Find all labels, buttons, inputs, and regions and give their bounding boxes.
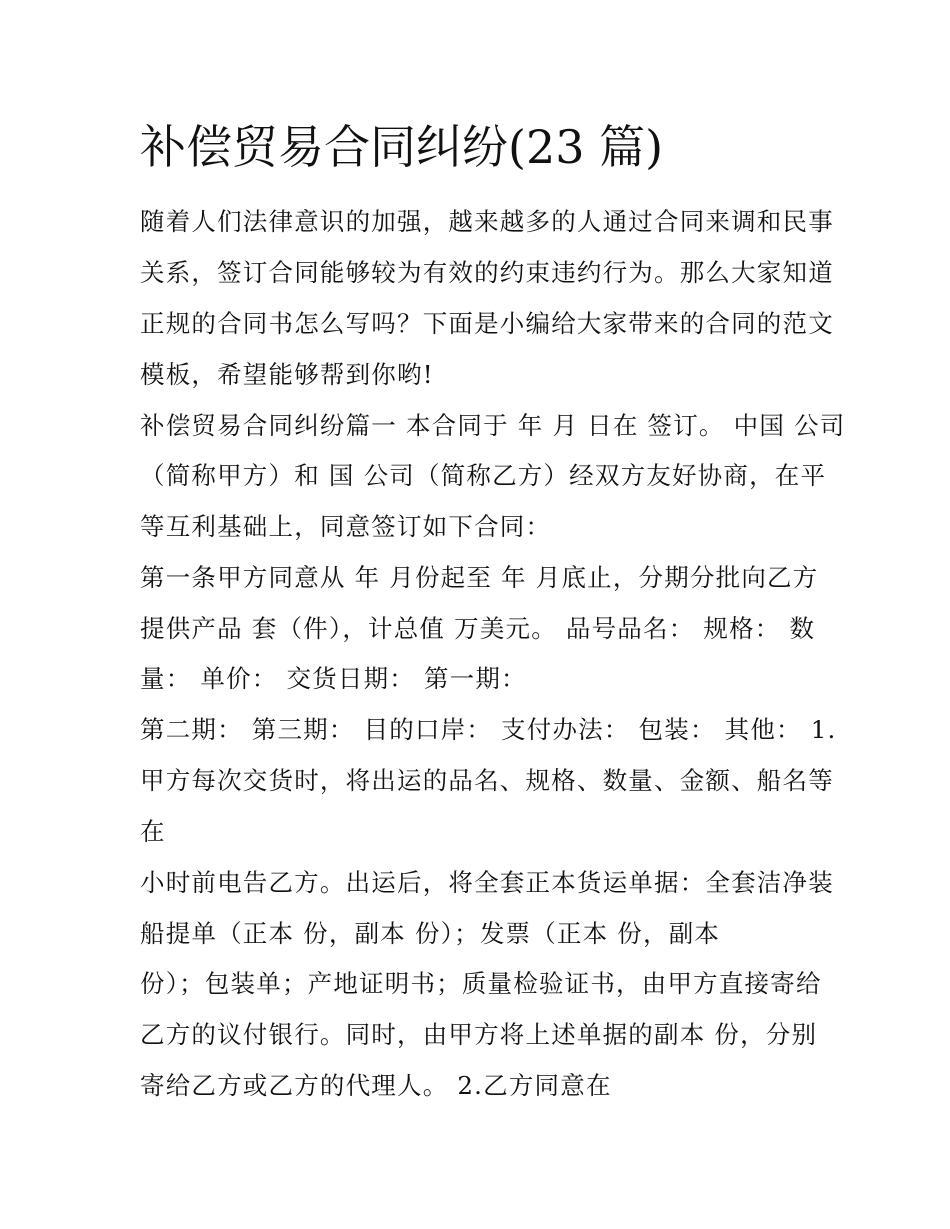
document-title: 补偿贸易合同纠纷(23 篇) [140, 120, 664, 174]
body-line-3: 正规的合同书怎么写吗？下面是小编给大家带来的合同的范文 [140, 309, 834, 338]
body-line-1: 随着人们法律意识的加强，越来越多的人通过合同来调和民事 [140, 207, 834, 236]
body-line-6: （简称甲方）和 国 公司（简称乙方）经双方友好协商，在平 [140, 461, 827, 490]
body-line-18: 寄给乙方或乙方的代理人。 2.乙方同意在 [140, 1071, 612, 1100]
body-line-13: 在 [140, 817, 166, 846]
body-line-15: 船提单（正本 份，副本 份）；发票（正本 份，副本 [140, 919, 721, 948]
body-line-17: 乙方的议付银行。同时，由甲方将上述单据的副本 份，分别 [140, 1020, 818, 1049]
body-line-4: 模板，希望能够帮到你哟! [140, 360, 434, 389]
body-line-10: 量： 单价： 交货日期： 第一期： [140, 664, 527, 693]
body-line-7: 等互利基础上，同意签订如下合同： [140, 512, 552, 541]
body-line-2: 关系，签订合同能够较为有效的约束违约行为。那么大家知道 [140, 258, 834, 287]
body-line-16: 份）；包装单；产地证明书；质量检验证书，由甲方直接寄给 [140, 969, 822, 998]
body-line-12: 甲方每次交货时，将出运的品名、规格、数量、金额、船名等 [140, 766, 834, 795]
body-line-5: 补偿贸易合同纠纷篇一 本合同于 年 月 日在 签订。 中国 公司 [140, 411, 846, 440]
body-line-9: 提供产品 套（件），计总值 万美元。 品号品名： 规格： 数 [140, 614, 816, 643]
body-line-14: 小时前电告乙方。出运后，将全套正本货运单据：全套洁净装 [140, 868, 834, 897]
body-line-8: 第一条甲方同意从 年 月份起至 年 月底止，分期分批向乙方 [140, 563, 819, 592]
body-line-11: 第二期： 第三期： 目的口岸： 支付办法： 包装： 其他： 1. [140, 715, 837, 744]
